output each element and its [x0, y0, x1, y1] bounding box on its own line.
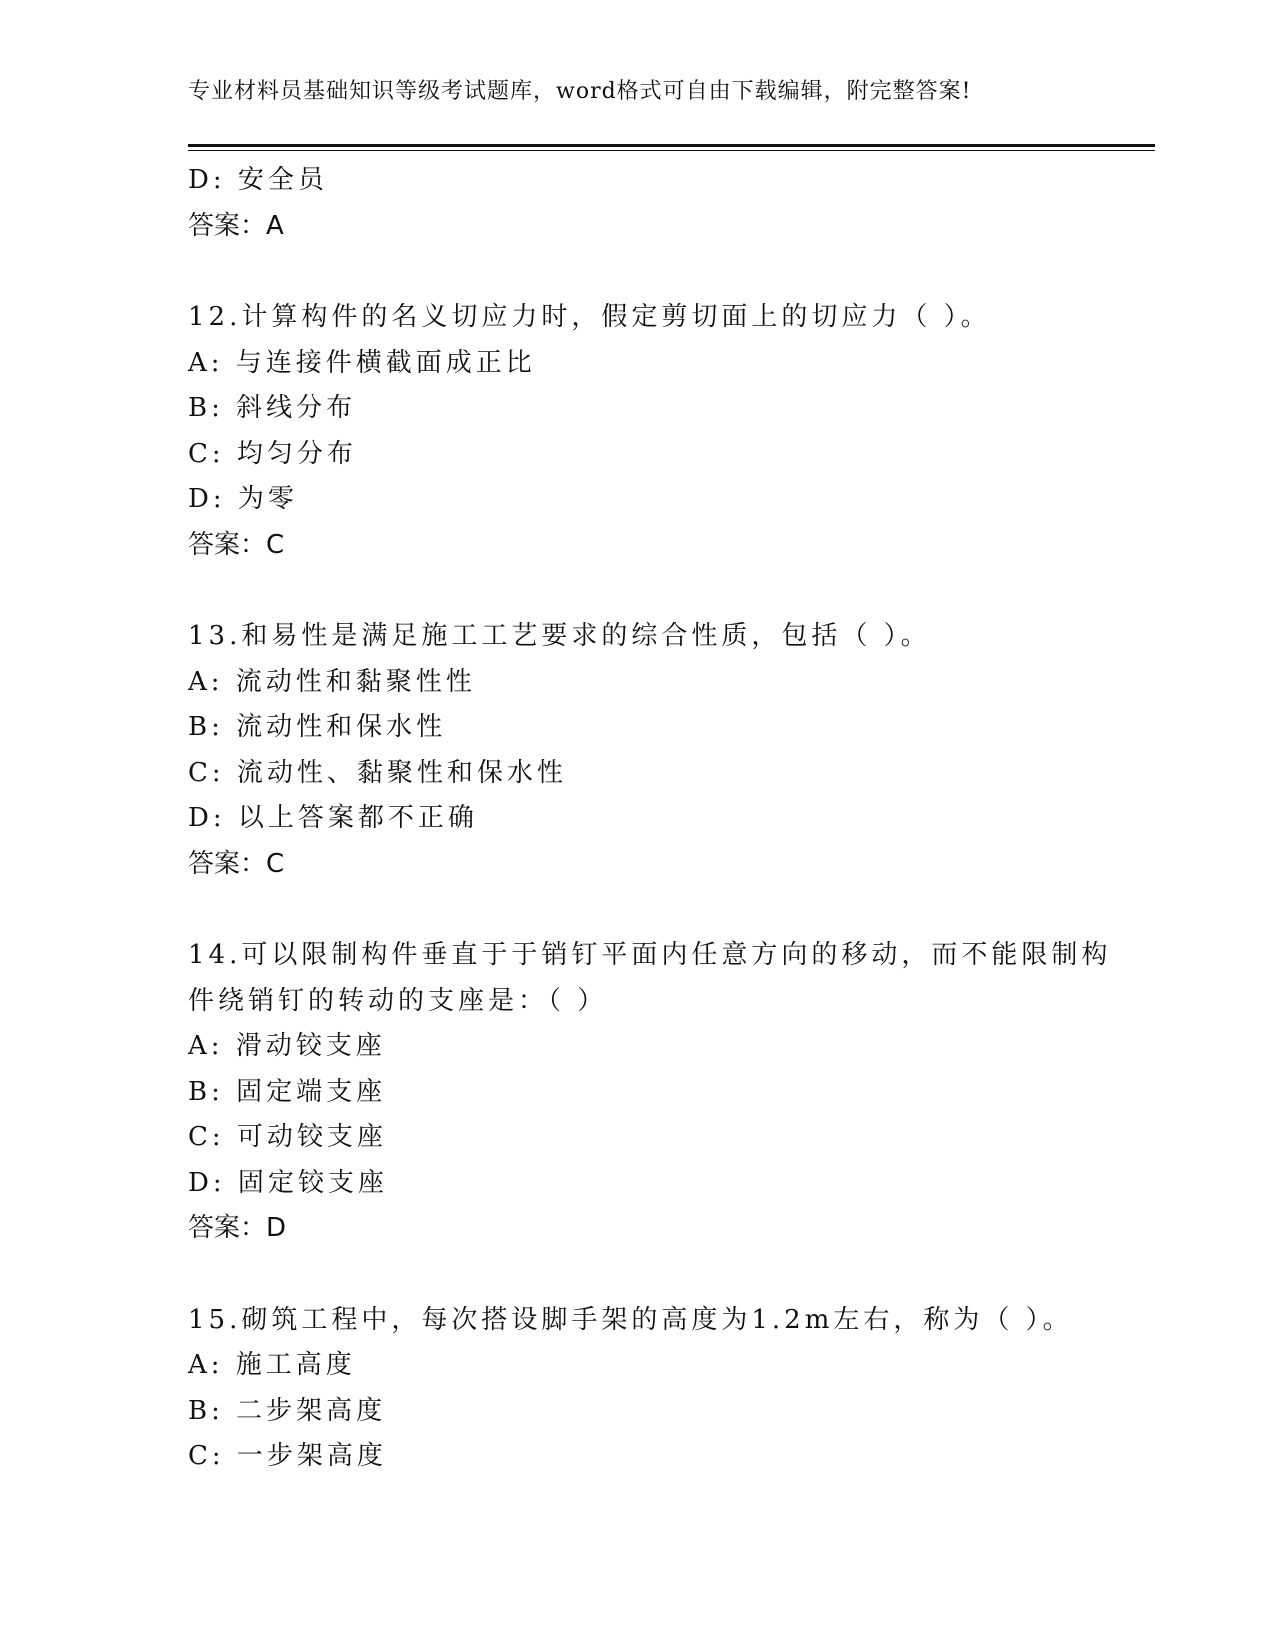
option-a: A: 施工高度 — [188, 1350, 356, 1380]
option-b: B: 流动性和保水性 — [188, 712, 447, 742]
spacer — [188, 249, 1088, 295]
document-body — [188, 158, 1112, 1480]
option-c: C: 一步架高度 — [188, 1441, 387, 1471]
option-b: B: 固定端支座 — [188, 1076, 387, 1107]
option-a: A: 流动性和黏聚性性 — [188, 666, 476, 697]
option-b: B: 斜线分布 — [188, 393, 357, 423]
header-rule-thin — [188, 150, 1155, 151]
option-b: B: 二步架高度 — [188, 1395, 387, 1426]
option-a: A: 滑动铰支座 — [188, 1031, 386, 1061]
answer: 答案：A — [188, 210, 284, 241]
question-stem-line-1: 14.可以限制构件垂直于于销钉平面内任意方向的移动，而不能限制构 — [188, 940, 1112, 970]
spacer — [188, 568, 1088, 614]
answer: 答案：C — [188, 529, 285, 560]
question-stem: 12.计算构件的名义切应力时，假定剪切面上的切应力（ ）。 — [188, 302, 991, 332]
spacer — [188, 887, 1088, 933]
answer: 答案：D — [188, 1213, 287, 1243]
answer: 答案：C — [188, 848, 285, 879]
question-stem-line-2: 件绕销钉的转动的支座是：（ ） — [188, 985, 608, 1016]
option-d: D: 固定铰支座 — [188, 1167, 388, 1198]
option-d: D: 为零 — [188, 484, 298, 514]
option-c: C: 流动性、黏聚性和保水性 — [188, 757, 567, 788]
header-rule-thick — [188, 144, 1155, 147]
option-d: D: 以上答案都不正确 — [188, 803, 478, 833]
question-stem: 13.和易性是满足施工工艺要求的综合性质，包括（ ）。 — [188, 621, 931, 651]
option-c: C: 均匀分布 — [188, 438, 357, 469]
page-header: 专业材料员基础知识等级考试题库，word格式可自由下载编辑，附完整答案! — [188, 79, 972, 104]
option-a: A: 与连接件横截面成正比 — [188, 347, 536, 378]
option-c: C: 可动铰支座 — [188, 1122, 387, 1152]
spacer — [188, 1252, 1088, 1298]
question-stem: 15.砌筑工程中，每次搭设脚手架的高度为1.2m左右，称为（ ）。 — [188, 1304, 1073, 1335]
option-d: D: 安全员 — [188, 165, 328, 195]
